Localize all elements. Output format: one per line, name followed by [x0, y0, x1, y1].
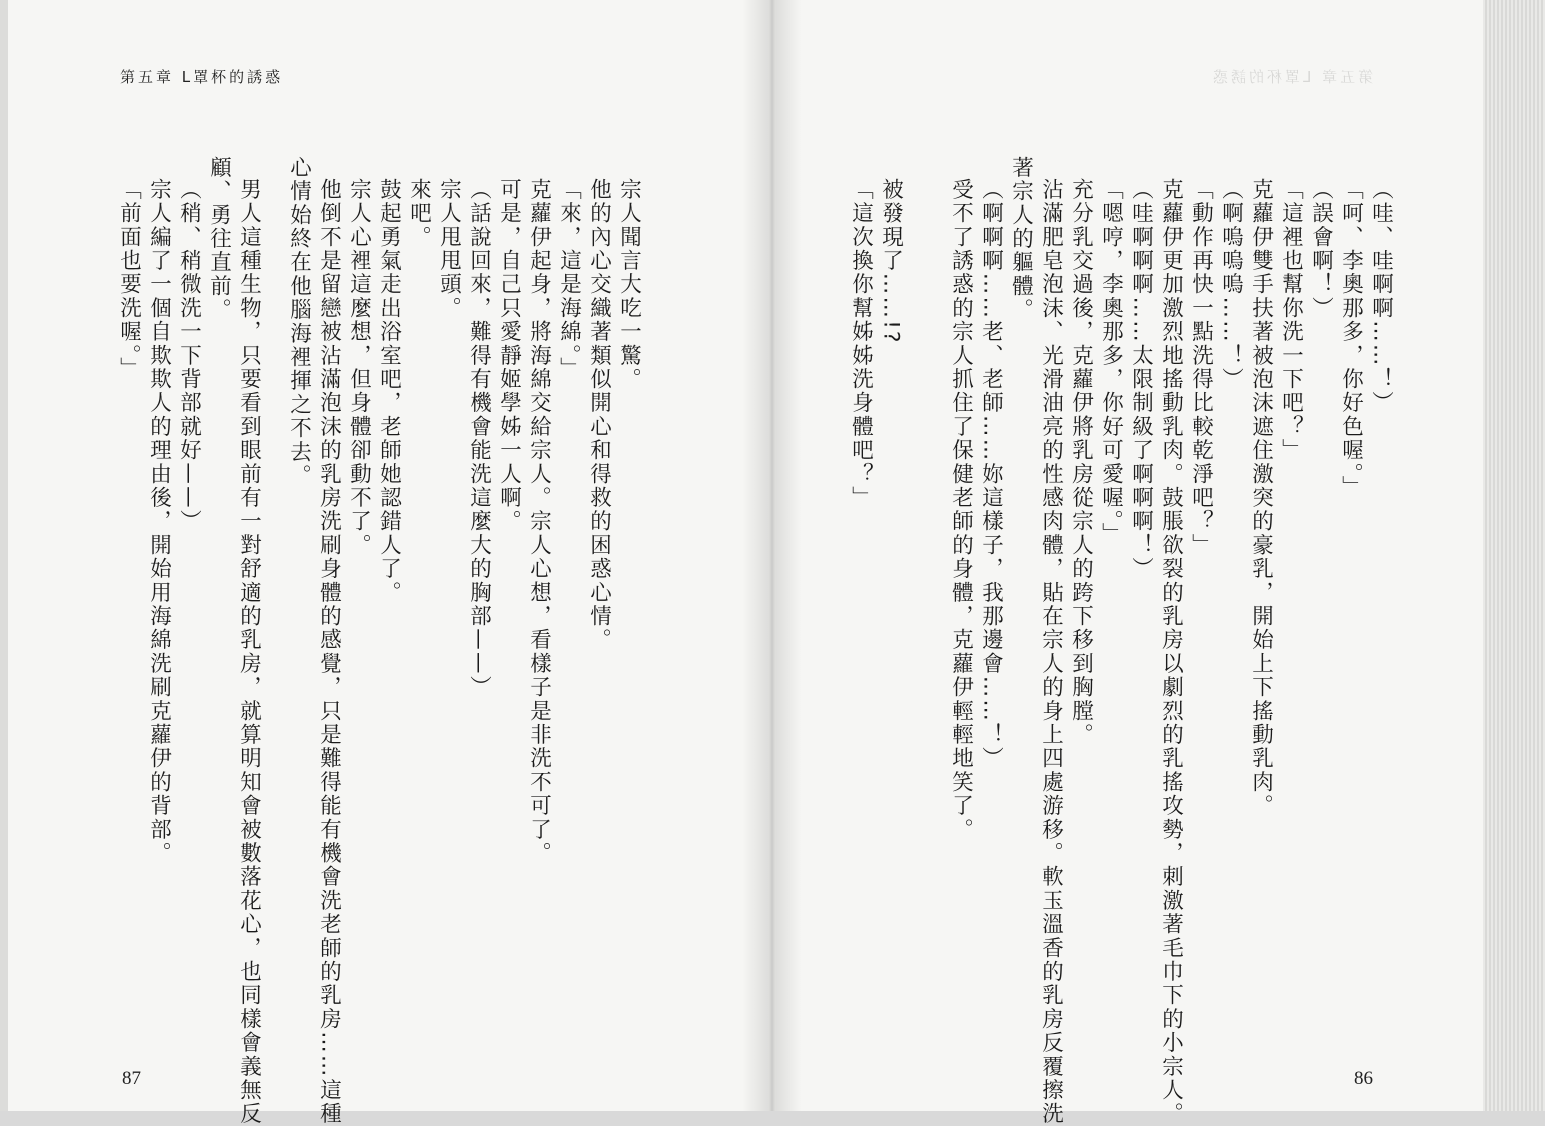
left-text-column: 他倒不是留戀被沾滿泡沫的乳房洗刷身體的感覺，只是難得能有機會洗老師的乳房……這種: [316, 178, 342, 1126]
left-text-column: 「前面也要洗喔。」: [116, 178, 142, 381]
right-text-column: 克蘿伊更加激烈地搖動乳肉。鼓脹欲裂的乳房以劇烈的乳搖攻勢，刺激著毛巾下的小宗人。: [1158, 178, 1184, 1126]
left-text-column: 宗人甩甩頭。: [436, 178, 462, 321]
right-text-column: 被發現了……!?: [878, 178, 904, 345]
left-text-column: 可是，自己只愛靜姬學姊一人啊。: [496, 178, 522, 534]
right-text-column: 充分乳交過後，克蘿伊將乳房從宗人的跨下移到胸膛。: [1068, 178, 1094, 747]
left-text-column: 鼓起勇氣走出浴室吧，老師她認錯人了。: [376, 178, 402, 605]
right-text-column: （誤會啊！）: [1308, 178, 1334, 321]
show-through-header: 第五章 L罩杯的誘惑: [1210, 68, 1374, 86]
right-text-column: 克蘿伊雙手扶著被泡沫遮住激突的豪乳，開始上下搖動乳肉。: [1248, 178, 1274, 818]
right-text-column: 著宗人的軀體。: [1008, 156, 1034, 322]
left-text-column: 「來，這是海綿。」: [556, 178, 582, 381]
left-text-column: 克蘿伊起身，將海綿交給宗人。宗人心想，看樣子是非洗不可了。: [526, 178, 552, 866]
right-text-column: （啊啊啊……老、老師……妳這樣子，我那邊會……！）: [978, 178, 1004, 771]
chapter-header: 第五章 L罩杯的誘惑: [120, 68, 284, 86]
right-text-column: 「這裡也幫你洗一下吧？」: [1278, 178, 1304, 463]
right-text-column: 沾滿肥皂泡沫、光滑油亮的性感肉體，貼在宗人的身上四處游移。軟玉溫香的乳房反覆擦洗: [1038, 178, 1064, 1126]
right-text-column: （哇啊啊啊……太限制級了啊啊啊！）: [1128, 178, 1154, 581]
left-text-column: 顧、勇往直前。: [206, 156, 232, 322]
left-text-column: 男人這種生物，只要看到眼前有一對舒適的乳房，就算明知會被數落花心，也同樣會義無反: [236, 178, 262, 1126]
right-text-column: 「嗯哼，李奧那多，你好可愛喔。」: [1098, 178, 1124, 547]
left-text-column: 宗人編了一個自欺欺人的理由後，開始用海綿洗刷克蘿伊的背部。: [146, 178, 172, 866]
left-text-column: 宗人心裡這麼想，但身體卻動不了。: [346, 178, 372, 558]
left-page-edge: [0, 0, 8, 1111]
page-number-left: 87: [122, 1068, 141, 1089]
right-page-edge: [1483, 0, 1545, 1111]
right-text-column: 「動作再快一點洗得比較乾淨吧？」: [1188, 178, 1214, 558]
right-text-column: （啊嗚嗚嗚……！）: [1218, 178, 1244, 392]
left-text-column: （稍、稍微洗一下背部就好——）: [176, 178, 202, 534]
left-text-column: 心情始終在他腦海裡揮之不去。: [286, 156, 312, 488]
left-text-column: 他的內心交織著類似開心和得救的困惑心情。: [586, 178, 612, 652]
left-text-column: 來吧。: [406, 178, 432, 250]
right-text-column: （哇、哇啊啊……！）: [1368, 178, 1394, 415]
left-text-column: 宗人聞言大吃一驚。: [616, 178, 642, 392]
page-number-right: 86: [1354, 1068, 1373, 1089]
right-text-column: 受不了誘惑的宗人抓住了保健老師的身體，克蘿伊輕輕地笑了。: [948, 178, 974, 842]
left-text-column: （話說回來，難得有機會能洗這麼大的胸部——）: [466, 178, 492, 700]
right-text-column: 「呵、李奧那多，你好色喔。」: [1338, 178, 1364, 500]
book-gutter: [742, 0, 802, 1111]
right-text-column: 「這次換你幫姊姊洗身體吧？」: [848, 178, 874, 510]
